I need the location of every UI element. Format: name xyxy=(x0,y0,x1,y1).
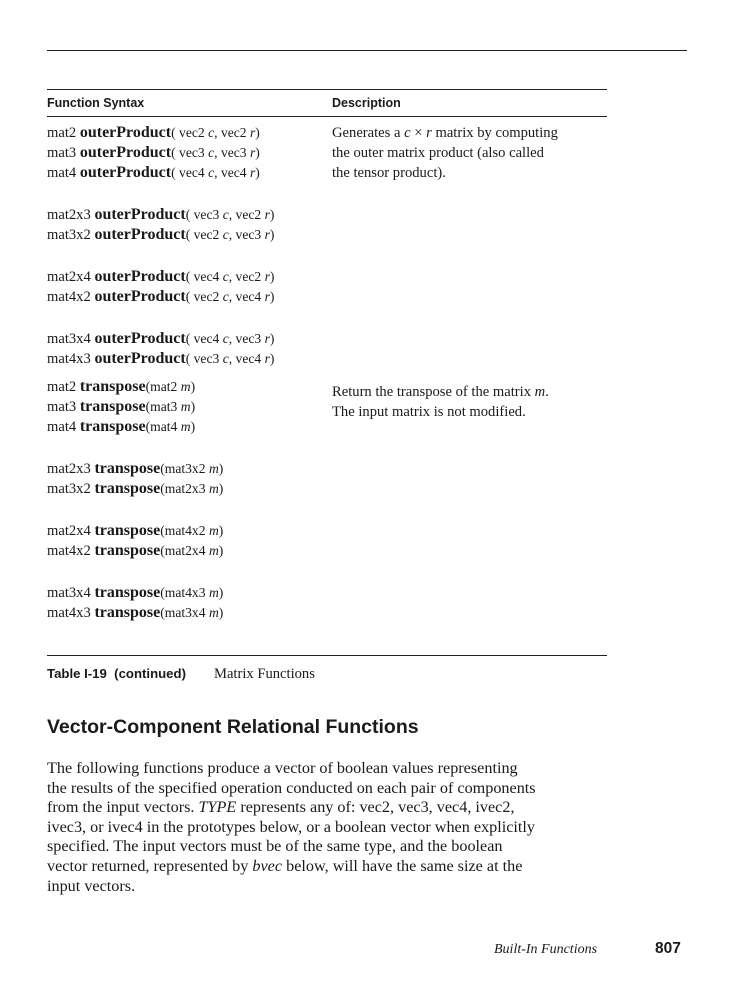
function-name: outerProduct xyxy=(94,206,186,223)
return-type: mat2x3 xyxy=(47,461,95,477)
arg-type: vec3 xyxy=(193,351,223,366)
caption-title: Matrix Functions xyxy=(213,666,315,682)
paragraph-line: input vectors. xyxy=(47,876,136,895)
close-paren: ) xyxy=(255,125,260,140)
arg-type: mat4x2 xyxy=(164,523,209,538)
arg-sep: , xyxy=(228,269,236,284)
function-name: outerProduct xyxy=(79,164,172,181)
paragraph-line xyxy=(47,798,617,818)
open-paren: ( xyxy=(185,289,194,304)
function-signature-row xyxy=(47,225,327,245)
paragraph-text: from the input vectors. xyxy=(47,798,199,817)
function-signature-row xyxy=(47,205,327,225)
arg-name: m xyxy=(208,523,219,538)
close-paren: ) xyxy=(218,523,224,538)
arg-name: c xyxy=(222,289,229,304)
arg-name: m xyxy=(208,585,219,600)
paragraph-line: the results of the specified operation conducted on each pair of components xyxy=(47,778,536,797)
open-paren: ( xyxy=(185,227,194,242)
function-signature-row xyxy=(47,521,327,541)
page-number: 807 xyxy=(655,940,681,957)
arg-type: vec4 xyxy=(235,289,265,304)
arg-name: m xyxy=(208,543,219,558)
function-name: outerProduct xyxy=(94,350,186,367)
return-type: mat3 xyxy=(47,145,80,161)
arg-name: c xyxy=(222,227,229,242)
open-paren: ( xyxy=(160,523,165,538)
return-type: mat4x3 xyxy=(47,605,95,621)
paragraph-em: bvec xyxy=(252,856,283,875)
arg-sep: , xyxy=(214,145,221,160)
function-name: outerProduct xyxy=(94,288,186,305)
table-caption xyxy=(47,666,315,683)
table-bottom-rule xyxy=(47,655,607,656)
arg-type: mat3x2 xyxy=(164,461,209,476)
function-signature-row xyxy=(47,459,327,479)
paragraph-text: vector returned, represented by xyxy=(47,856,253,875)
arg-type: vec4 xyxy=(193,269,223,284)
arg-name: c xyxy=(222,331,229,346)
return-type: mat3x2 xyxy=(47,481,95,497)
desc-text: matrix by computing xyxy=(431,125,558,141)
paragraph-line: The following functions produce a vector of boolean values representing xyxy=(47,759,518,777)
desc-line: the outer matrix product (also called xyxy=(332,145,544,161)
close-paren: ) xyxy=(218,585,224,600)
arg-type: mat2x4 xyxy=(164,543,209,558)
arg-sep: , xyxy=(228,351,236,366)
desc-line: The input matrix is not modified. xyxy=(332,404,526,420)
function-name: outerProduct xyxy=(94,268,186,285)
close-paren: ) xyxy=(269,207,275,222)
close-paren: ) xyxy=(218,481,224,496)
function-name: transpose xyxy=(94,584,161,601)
open-paren: ( xyxy=(160,481,165,496)
arg-type: vec2 xyxy=(220,125,250,140)
arg-sep: , xyxy=(228,207,236,222)
function-name: outerProduct xyxy=(79,124,172,141)
arg-name: r xyxy=(264,269,270,284)
table-top-rule xyxy=(47,89,607,90)
desc-text: Return the transpose of the matrix xyxy=(332,384,535,400)
arg-sep: , xyxy=(214,125,221,140)
function-name: outerProduct xyxy=(94,226,186,243)
arg-name: m xyxy=(180,419,191,434)
arg-type: mat2 xyxy=(150,379,181,394)
close-paren: ) xyxy=(255,145,260,160)
header-function-syntax: Function Syntax xyxy=(47,96,145,110)
arg-type: mat4x3 xyxy=(164,585,209,600)
open-paren: ( xyxy=(185,207,194,222)
function-syntax-column xyxy=(47,123,327,623)
arg-name: r xyxy=(264,331,270,346)
return-type: mat3x4 xyxy=(47,585,95,601)
function-name: transpose xyxy=(79,398,146,415)
section-heading: Vector-Component Relational Functions xyxy=(47,716,419,738)
return-type: mat4x2 xyxy=(47,543,95,559)
open-paren: ( xyxy=(160,585,165,600)
arg-type: mat4 xyxy=(150,419,181,434)
desc-times: × xyxy=(410,125,427,141)
arg-name: m xyxy=(208,605,219,620)
open-paren: ( xyxy=(171,145,180,160)
arg-type: vec2 xyxy=(193,227,223,242)
arg-name: r xyxy=(264,227,270,242)
arg-name: c xyxy=(222,207,229,222)
arg-name: m xyxy=(180,399,191,414)
close-paren: ) xyxy=(218,605,224,620)
return-type: mat3x2 xyxy=(47,227,95,243)
function-signature-row xyxy=(47,329,327,349)
return-type: mat2 xyxy=(47,379,80,395)
open-paren: ( xyxy=(145,399,151,414)
function-name: transpose xyxy=(94,604,161,621)
arg-name: c xyxy=(208,125,215,140)
arg-type: vec4 xyxy=(193,331,223,346)
desc-line: the tensor product). xyxy=(332,165,446,181)
desc-var-m: m xyxy=(534,384,546,400)
arg-name: m xyxy=(208,481,219,496)
function-signature-row xyxy=(47,583,327,603)
function-signature-row xyxy=(47,163,327,183)
arg-type: mat3x4 xyxy=(164,605,209,620)
open-paren: ( xyxy=(185,351,194,366)
arg-name: m xyxy=(208,461,219,476)
paragraph-line xyxy=(47,857,617,877)
open-paren: ( xyxy=(145,379,151,394)
arg-type: vec4 xyxy=(220,165,250,180)
paragraph-line: ivec3, or ivec4 in the prototypes below, or a boolean vector when explicitly xyxy=(47,817,536,836)
open-paren: ( xyxy=(171,165,180,180)
function-signature-row xyxy=(47,541,327,561)
desc-var-c: c xyxy=(404,125,411,141)
close-paren: ) xyxy=(269,351,275,366)
close-paren: ) xyxy=(269,227,275,242)
open-paren: ( xyxy=(160,605,165,620)
arg-type: vec3 xyxy=(235,227,265,242)
function-signature-row xyxy=(47,349,327,369)
function-signature-row xyxy=(47,417,327,437)
close-paren: ) xyxy=(218,461,224,476)
close-paren: ) xyxy=(190,379,196,394)
open-paren: ( xyxy=(185,331,194,346)
arg-name: r xyxy=(264,207,270,222)
arg-type: vec4 xyxy=(179,165,209,180)
arg-type: vec2 xyxy=(193,289,223,304)
open-paren: ( xyxy=(171,125,180,140)
arg-type: vec3 xyxy=(235,331,265,346)
arg-name: r xyxy=(250,165,256,180)
paragraph-em: TYPE xyxy=(198,798,237,817)
return-type: mat4 xyxy=(47,419,80,435)
arg-sep: , xyxy=(228,227,236,242)
open-paren: ( xyxy=(185,269,194,284)
function-name: outerProduct xyxy=(94,330,186,347)
arg-sep: , xyxy=(228,289,236,304)
return-type: mat2 xyxy=(47,125,80,141)
close-paren: ) xyxy=(190,399,196,414)
header-rule xyxy=(47,116,607,117)
function-name: transpose xyxy=(94,460,161,477)
arg-name: c xyxy=(222,351,229,366)
description-outer-product xyxy=(332,123,612,183)
function-signature-row xyxy=(47,397,327,417)
arg-name: m xyxy=(180,379,191,394)
function-name: transpose xyxy=(79,378,146,395)
close-paren: ) xyxy=(269,289,275,304)
function-signature-row xyxy=(47,123,327,143)
desc-text: Generates a xyxy=(332,125,405,141)
close-paren: ) xyxy=(255,165,260,180)
function-signature-row xyxy=(47,287,327,307)
description-transpose xyxy=(332,382,612,422)
return-type: mat4 xyxy=(47,165,80,181)
running-footer-title: Built-In Functions xyxy=(494,942,598,957)
function-name: transpose xyxy=(94,522,161,539)
arg-name: c xyxy=(222,269,229,284)
function-signature-row xyxy=(47,377,327,397)
arg-type: vec2 xyxy=(235,269,265,284)
caption-label: Table I-19 (continued) xyxy=(47,666,186,681)
header-description: Description xyxy=(332,96,401,110)
return-type: mat2x3 xyxy=(47,207,95,223)
arg-type: vec3 xyxy=(193,207,223,222)
function-signature-row xyxy=(47,603,327,623)
close-paren: ) xyxy=(218,543,224,558)
return-type: mat2x4 xyxy=(47,523,95,539)
return-type: mat4x3 xyxy=(47,351,95,367)
arg-sep: , xyxy=(214,165,221,180)
function-name: outerProduct xyxy=(79,144,172,161)
arg-name: r xyxy=(250,125,256,140)
close-paren: ) xyxy=(269,269,275,284)
arg-type: vec2 xyxy=(235,207,265,222)
section-paragraph xyxy=(47,759,617,896)
paragraph-text: represents any of: vec2, vec3, vec4, ivec2, xyxy=(236,798,515,817)
close-paren: ) xyxy=(269,331,275,346)
paragraph-text: below, will have the same size at the xyxy=(282,856,523,875)
arg-type: vec4 xyxy=(235,351,265,366)
arg-sep: , xyxy=(228,331,236,346)
arg-name: r xyxy=(250,145,256,160)
paragraph-line: specified. The input vectors must be of the same type, and the boolean xyxy=(47,837,503,856)
function-signature-row xyxy=(47,479,327,499)
top-rule xyxy=(47,50,687,51)
close-paren: ) xyxy=(190,419,196,434)
desc-var-r: r xyxy=(426,125,432,141)
arg-name: r xyxy=(264,289,270,304)
arg-type: mat3 xyxy=(150,399,181,414)
return-type: mat2x4 xyxy=(47,269,95,285)
function-signature-row xyxy=(47,267,327,287)
arg-name: r xyxy=(264,351,270,366)
desc-text: . xyxy=(545,384,549,400)
arg-type: vec3 xyxy=(179,145,209,160)
function-name: transpose xyxy=(94,542,161,559)
open-paren: ( xyxy=(145,419,151,434)
arg-type: vec3 xyxy=(220,145,250,160)
open-paren: ( xyxy=(160,543,165,558)
return-type: mat3x4 xyxy=(47,331,95,347)
arg-type: mat2x3 xyxy=(164,481,209,496)
arg-type: vec2 xyxy=(179,125,209,140)
arg-name: c xyxy=(208,145,215,160)
function-signature-row xyxy=(47,143,327,163)
return-type: mat3 xyxy=(47,399,80,415)
open-paren: ( xyxy=(160,461,165,476)
function-name: transpose xyxy=(79,418,146,435)
return-type: mat4x2 xyxy=(47,289,95,305)
function-name: transpose xyxy=(94,480,161,497)
arg-name: c xyxy=(208,165,215,180)
